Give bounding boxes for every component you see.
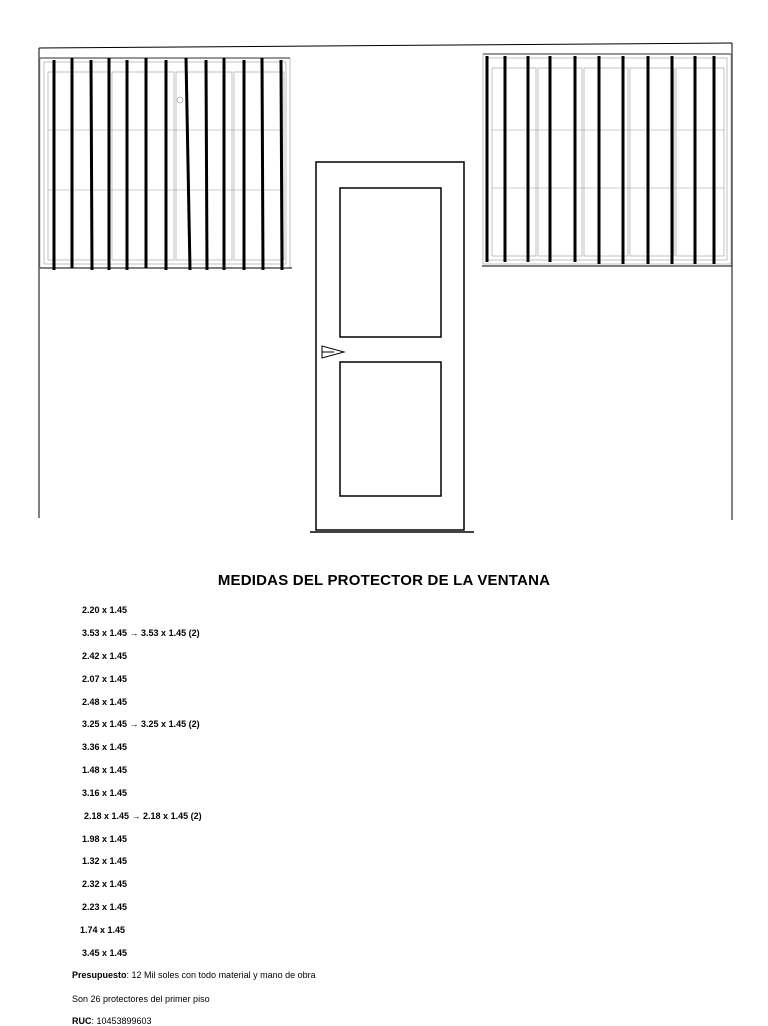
measurement-item: 3.45 x 1.45: [82, 948, 128, 958]
door-handle-icon: [322, 346, 344, 358]
measurement-item: 2.32 x 1.45: [82, 879, 128, 889]
ruc-text: : 10453899603: [91, 1016, 152, 1026]
measurement-item: 1.98 x 1.45: [82, 834, 128, 844]
measurement-item: 1.48 x 1.45: [82, 765, 128, 775]
count-note: Son 26 protectores del primer piso: [72, 994, 210, 1004]
wall-top-line: [39, 43, 732, 48]
measurement-item: 2.48 x 1.45: [82, 697, 128, 707]
measurement-item: 1.32 x 1.45: [82, 856, 128, 866]
measurement-item: 3.53 x 1.45 → 3.53 x 1.45 (2): [82, 628, 200, 638]
measurement-item: 2.20 x 1.45: [82, 605, 128, 615]
right-window-bars: [487, 56, 714, 264]
budget-label: Presupuesto: [72, 970, 127, 980]
measurement-item: 3.36 x 1.45: [82, 742, 128, 752]
measurement-item: 2.23 x 1.45: [82, 902, 128, 912]
ruc-line: [72, 1016, 152, 1026]
measurement-item: 3.25 x 1.45 → 3.25 x 1.45 (2): [82, 719, 200, 729]
door: [310, 162, 474, 532]
measurement-item: 2.42 x 1.45: [82, 651, 128, 661]
page-title: MEDIDAS DEL PROTECTOR DE LA VENTANA: [217, 572, 551, 589]
left-window-bars: [54, 58, 282, 270]
budget-line: [72, 970, 316, 980]
budget-text: : 12 Mil soles con todo material y mano de obra: [126, 970, 316, 980]
measurement-item: 3.16 x 1.45: [82, 788, 128, 798]
ruc-label: RUC: [72, 1016, 92, 1026]
measurement-item: 1.74 x 1.45: [80, 925, 126, 935]
measurement-item: 2.18 x 1.45 → 2.18 x 1.45 (2): [84, 811, 202, 821]
measurement-item: 2.07 x 1.45: [82, 674, 128, 684]
